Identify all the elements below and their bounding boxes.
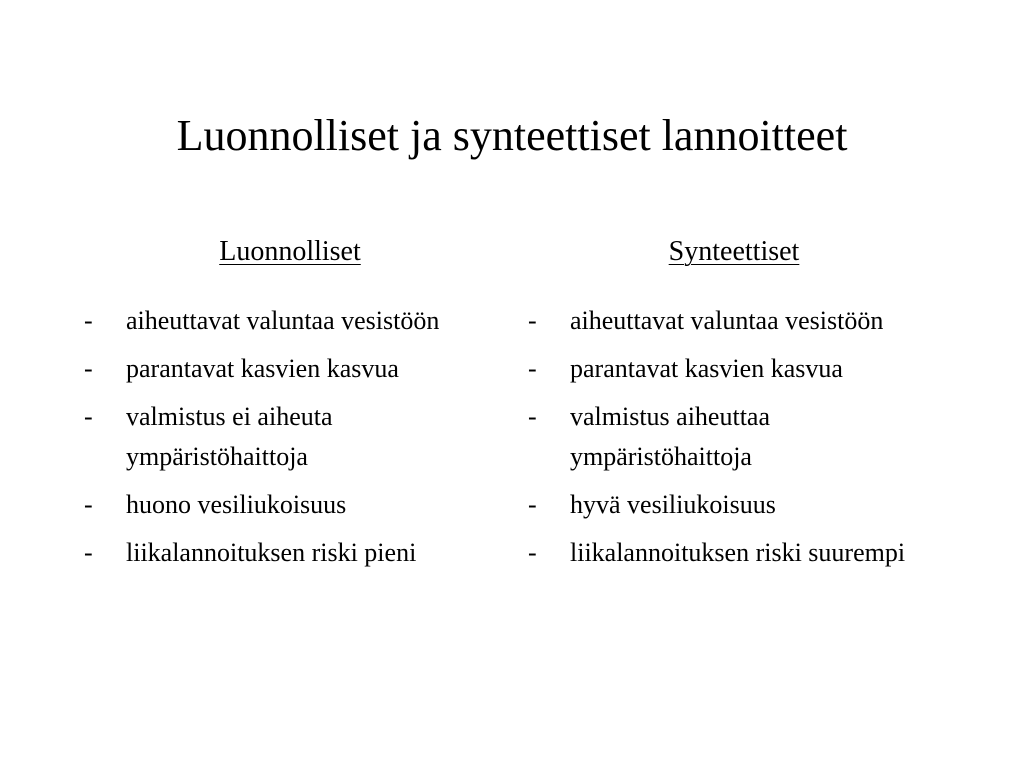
dash-bullet: - [528, 354, 537, 383]
list-item-text: parantavat kasvien kasvua [126, 354, 399, 383]
column-synthetic [522, 230, 952, 581]
natural-list [78, 301, 498, 573]
list-item-text: parantavat kasvien kasvua [570, 354, 843, 383]
list-item [522, 301, 952, 341]
slide-title: Luonnolliset ja synteettiset lannoitteet [176, 111, 848, 160]
list-item [78, 397, 498, 477]
list-item [522, 485, 952, 525]
list-item-text: aiheuttavat valuntaa vesistöön [570, 306, 884, 335]
list-item-text: valmistus ei aiheuta ympäristöhaittoja [126, 402, 333, 471]
list-item-text: liikalannoituksen riski suurempi [570, 538, 906, 567]
dash-bullet: - [528, 306, 537, 335]
dash-bullet: - [528, 490, 537, 519]
dash-bullet: - [528, 402, 537, 431]
column-heading-natural: Luonnolliset [219, 236, 361, 267]
list-item [522, 349, 952, 389]
dash-bullet: - [84, 306, 93, 335]
list-item [78, 533, 498, 573]
dash-bullet: - [84, 538, 93, 567]
list-item-text: aiheuttavat valuntaa vesistöön [126, 306, 440, 335]
dash-bullet: - [528, 538, 537, 567]
list-item [78, 301, 498, 341]
dash-bullet: - [84, 354, 93, 383]
list-item [522, 397, 952, 477]
list-item [78, 485, 498, 525]
list-item-text: valmistus aiheuttaa ympäristöhaittoja [570, 402, 771, 471]
dash-bullet: - [84, 490, 93, 519]
synthetic-list [522, 301, 952, 573]
list-item-text: hyvä vesiliukoisuus [570, 490, 776, 519]
column-heading-synthetic: Synteettiset [668, 236, 800, 267]
list-item-text: liikalannoituksen riski pieni [126, 538, 417, 567]
list-item [522, 533, 952, 573]
dash-bullet: - [84, 402, 93, 431]
column-natural [78, 230, 498, 581]
list-item-text: huono vesiliukoisuus [126, 490, 347, 519]
list-item [78, 349, 498, 389]
